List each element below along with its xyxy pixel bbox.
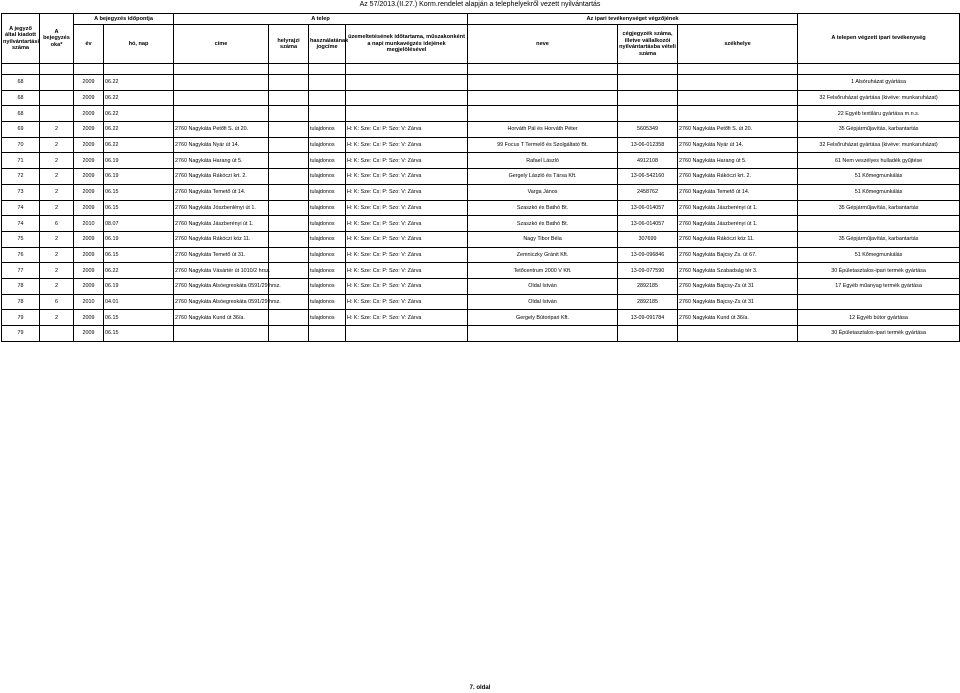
cell-company-reg: 4912108 <box>618 153 678 169</box>
header-date-group: A bejegyzés időpontja <box>74 14 174 25</box>
cell-seat: 2760 Nagykáta Bajcsy-Zs út 31 <box>678 294 798 310</box>
cell-usage: tulajdonos <box>309 310 346 326</box>
cell-usage: tulajdonos <box>309 137 346 153</box>
cell-year: 2010 <box>74 294 104 310</box>
cell-year: 2009 <box>74 169 104 185</box>
cell-reason: 2 <box>40 184 74 200</box>
cell-activity <box>798 216 960 232</box>
cell-address: 2760 Nagykáta Alsóegreskáta 0591/29 hrsz. <box>174 278 269 294</box>
cell-activity <box>798 294 960 310</box>
cell-usage <box>309 90 346 106</box>
table-row <box>2 90 960 106</box>
cell-operation <box>346 326 468 342</box>
header-activity: A telepen végzett ipari tevékenység <box>798 14 960 64</box>
cell-parcel <box>269 216 309 232</box>
cell-registry-no: 68 <box>2 106 40 122</box>
page-number: 7. oldal <box>469 685 491 691</box>
cell-year: 2009 <box>74 90 104 106</box>
cell-address <box>174 106 269 122</box>
cell-company-reg <box>618 106 678 122</box>
cell-date: 06.15 <box>104 326 174 342</box>
cell-usage: tulajdonos <box>309 263 346 279</box>
cell-activity: 35 Gépjárműjavítás, karbantartás <box>798 122 960 138</box>
header-parcel: helyrajzi száma <box>269 25 309 64</box>
cell-registry-no: 68 <box>2 90 40 106</box>
table-row <box>2 310 960 326</box>
cell-date: 06.15 <box>104 310 174 326</box>
cell-address <box>174 75 269 91</box>
cell-parcel <box>269 75 309 91</box>
cell-activity: 17 Egyéb műanyag termék gyártása <box>798 278 960 294</box>
cell-usage <box>309 106 346 122</box>
cell-company-reg: 2892185 <box>618 294 678 310</box>
cell-registry-no: 68 <box>2 75 40 91</box>
cell-seat: 2760 Nagykáta Nyár út 14. <box>678 137 798 153</box>
cell-seat <box>678 75 798 91</box>
cell-operation <box>346 106 468 122</box>
header-registry-no: A jegyző által kiadott nyilvántartási száma <box>2 14 40 64</box>
cell-date: 06.15 <box>104 247 174 263</box>
cell-company-reg: 13-06-012358 <box>618 137 678 153</box>
cell-address: 2760 Nagykáta Nyár út 14. <box>174 137 269 153</box>
cell-seat: 2760 Nagykáta Jászberényi út 1. <box>678 200 798 216</box>
cell-usage <box>309 326 346 342</box>
cell-name: 99 Focus T Termelő és Szolgáltató Bt. <box>468 137 618 153</box>
cell-operation: H: K: Sze: Cs: P: Szo: V: Zárva <box>346 278 468 294</box>
cell-company-reg: 5605349 <box>618 122 678 138</box>
cell-date: 06.22 <box>104 90 174 106</box>
table-row <box>2 326 960 342</box>
table-row <box>2 231 960 247</box>
cell-registry-no: 79 <box>2 310 40 326</box>
cell-registry-no: 71 <box>2 153 40 169</box>
cell-year: 2009 <box>74 310 104 326</box>
cell-operation <box>346 75 468 91</box>
cell-registry-no: 73 <box>2 184 40 200</box>
cell-date: 06.15 <box>104 200 174 216</box>
cell-name: Horváth Pál és Horváth Péter <box>468 122 618 138</box>
cell-date: 06.19 <box>104 169 174 185</box>
table-row <box>2 247 960 263</box>
cell-activity: 51 Kőmegmunkálás <box>798 169 960 185</box>
cell-reason: 2 <box>40 278 74 294</box>
cell-address: 2760 Nagykáta Kund út 36/a. <box>174 310 269 326</box>
cell-year: 2009 <box>74 153 104 169</box>
cell-address: 2760 Nagykáta Temető út 31. <box>174 247 269 263</box>
cell-name: Szaszkó és Bathó Bt. <box>468 200 618 216</box>
cell-reason <box>40 106 74 122</box>
cell-parcel <box>269 200 309 216</box>
cell-year: 2009 <box>74 247 104 263</box>
cell-company-reg: 13-09-096846 <box>618 247 678 263</box>
cell-parcel <box>269 153 309 169</box>
cell-seat: 2760 Nagykáta Rákóczi köz 11. <box>678 231 798 247</box>
cell-address: 2760 Nagykáta Alsóegreskáta 0591/29 hrsz. <box>174 294 269 310</box>
cell-name: Gergely László és Társa Kft. <box>468 169 618 185</box>
cell-operation: H: K: Sze: Cs: P: Szo: V: Zárva <box>346 153 468 169</box>
header-seat: székhelye <box>678 25 798 64</box>
cell-name: Szaszkó és Bathó Bt. <box>468 216 618 232</box>
header-industry-group: Az ipari tevékenységet végzőjének <box>468 14 798 25</box>
cell-reason: 2 <box>40 310 74 326</box>
cell-operation: H: K: Sze: Cs: P: Szo: V: Zárva <box>346 263 468 279</box>
cell-activity: 30 Épületasztalos-ipari termék gyártása <box>798 263 960 279</box>
cell-registry-no: 78 <box>2 278 40 294</box>
cell-date: 06.22 <box>104 137 174 153</box>
cell-parcel <box>269 122 309 138</box>
cell-registry-no: 74 <box>2 216 40 232</box>
cell-operation: H: K: Sze: Cs: P: Szo: V: Zárva <box>346 169 468 185</box>
cell-name: Gergely Bútoripari Kft. <box>468 310 618 326</box>
cell-date: 06.15 <box>104 184 174 200</box>
cell-parcel <box>269 169 309 185</box>
cell-seat <box>678 90 798 106</box>
header-site-group: A telep <box>174 14 468 25</box>
cell-name: Zemniczky Gránit Kft. <box>468 247 618 263</box>
header-reason: A bejegyzés oka* <box>40 14 74 64</box>
cell-registry-no: 78 <box>2 294 40 310</box>
header-address: címe <box>174 25 269 64</box>
cell-activity: 51 Kőmegmunkálás <box>798 247 960 263</box>
header-name: neve <box>468 25 618 64</box>
cell-operation: H: K: Sze: Cs: P: Szo: V: Zárva <box>346 247 468 263</box>
cell-usage: tulajdonos <box>309 294 346 310</box>
cell-parcel <box>269 310 309 326</box>
cell-name <box>468 90 618 106</box>
cell-company-reg <box>618 75 678 91</box>
cell-registry-no: 72 <box>2 169 40 185</box>
cell-name: Tetőcentrum 2000 V Kft. <box>468 263 618 279</box>
cell-company-reg: 307699 <box>618 231 678 247</box>
cell-date: 06.22 <box>104 106 174 122</box>
cell-company-reg: 13-06-014057 <box>618 216 678 232</box>
cell-operation: H: K: Sze: Cs: P: Szo: V: Zárva <box>346 310 468 326</box>
table-row <box>2 184 960 200</box>
table-row <box>2 106 960 122</box>
cell-address: 2760 Nagykáta Temető út 14. <box>174 184 269 200</box>
table-row <box>2 200 960 216</box>
cell-seat: 2760 Nagykáta Bajcsy Zs. út 67. <box>678 247 798 263</box>
cell-reason: 2 <box>40 153 74 169</box>
spacer-row <box>2 64 960 75</box>
header-company-reg: cégjegyzék száma, illetve vállalkozói nyilvántartásba vételi száma <box>618 25 678 64</box>
header-month-day: hó, nap <box>104 25 174 64</box>
cell-company-reg: 13-06-542160 <box>618 169 678 185</box>
cell-reason: 6 <box>40 216 74 232</box>
header-operation: üzemeltetésének időtartama, műszakonként a napi munkavégzés idejének megjelölésével <box>346 25 468 64</box>
cell-address: 2760 Nagykáta Jószbenlényi út 1. <box>174 200 269 216</box>
cell-operation <box>346 90 468 106</box>
cell-year: 2009 <box>74 278 104 294</box>
cell-year: 2010 <box>74 216 104 232</box>
cell-date: 04.01 <box>104 294 174 310</box>
cell-parcel <box>269 90 309 106</box>
cell-reason: 2 <box>40 122 74 138</box>
cell-registry-no: 79 <box>2 326 40 342</box>
cell-year: 2009 <box>74 231 104 247</box>
cell-operation: H: K: Sze: Cs: P: Szo: V: Zárva <box>346 137 468 153</box>
cell-activity: 12 Egyéb bútor gyártása <box>798 310 960 326</box>
cell-reason <box>40 90 74 106</box>
table-row <box>2 263 960 279</box>
cell-name: Oldal István <box>468 294 618 310</box>
cell-company-reg: 13-06-014057 <box>618 200 678 216</box>
cell-parcel <box>269 184 309 200</box>
cell-parcel <box>269 247 309 263</box>
cell-usage: tulajdonos <box>309 216 346 232</box>
cell-address: 2760 Nagykáta Harang út 5. <box>174 153 269 169</box>
cell-reason: 2 <box>40 169 74 185</box>
cell-reason <box>40 326 74 342</box>
cell-year: 2009 <box>74 326 104 342</box>
cell-year: 2009 <box>74 200 104 216</box>
cell-date: 06.19 <box>104 153 174 169</box>
table-body <box>2 64 960 342</box>
cell-seat: 2760 Nagykáta Kund út 36/a. <box>678 310 798 326</box>
cell-registry-no: 76 <box>2 247 40 263</box>
cell-name <box>468 106 618 122</box>
table-row <box>2 294 960 310</box>
cell-company-reg: 13-09-091784 <box>618 310 678 326</box>
cell-company-reg: 2892185 <box>618 278 678 294</box>
cell-reason: 2 <box>40 200 74 216</box>
document-title: Az 57/2013.(II.27.) Korm.rendelet alapján a telephelyekről vezett nyilvántartás <box>359 1 601 8</box>
cell-operation: H: K: Sze: Cs: P: Szo: V: Zárva <box>346 122 468 138</box>
cell-year: 2009 <box>74 75 104 91</box>
cell-parcel <box>269 231 309 247</box>
cell-seat <box>678 106 798 122</box>
cell-address: 2760 Nagykáta Jászberényi út 1. <box>174 216 269 232</box>
cell-reason: 2 <box>40 137 74 153</box>
cell-date: 06.19 <box>104 231 174 247</box>
table-row <box>2 278 960 294</box>
cell-registry-no: 77 <box>2 263 40 279</box>
cell-company-reg: 13-09-077590 <box>618 263 678 279</box>
cell-usage: tulajdonos <box>309 153 346 169</box>
cell-usage: tulajdonos <box>309 278 346 294</box>
cell-date: 06.22 <box>104 75 174 91</box>
cell-date: 08.07 <box>104 216 174 232</box>
cell-usage: tulajdonos <box>309 247 346 263</box>
cell-address: 2760 Nagykáta Rákóczi krt. 2. <box>174 169 269 185</box>
cell-registry-no: 69 <box>2 122 40 138</box>
cell-activity: 32 Felsőruházat gyártása (kivéve: munkaruházat) <box>798 90 960 106</box>
cell-address: 2760 Nagykáta Rákóczi köz 11. <box>174 231 269 247</box>
cell-date: 06.22 <box>104 263 174 279</box>
cell-name: Varga János <box>468 184 618 200</box>
cell-company-reg <box>618 326 678 342</box>
cell-year: 2009 <box>74 137 104 153</box>
table-row <box>2 122 960 138</box>
cell-year: 2009 <box>74 263 104 279</box>
cell-seat: 2760 Nagykáta Jászberényi út 1. <box>678 216 798 232</box>
cell-activity: 35 Gépjárműjavítás, karbantartás <box>798 200 960 216</box>
table-row <box>2 75 960 91</box>
cell-seat: 2760 Nagykáta Bajcsy-Zs út 31 <box>678 278 798 294</box>
cell-registry-no: 70 <box>2 137 40 153</box>
header-year: év <box>74 25 104 64</box>
cell-name <box>468 326 618 342</box>
cell-registry-no: 75 <box>2 231 40 247</box>
cell-operation: H: K: Sze: Cs: P: Szo: V: Zárva <box>346 200 468 216</box>
table-row <box>2 169 960 185</box>
cell-activity: 30 Épületasztalos-ipari termék gyártása <box>798 326 960 342</box>
cell-activity: 35 Gépjárműjavítás, karbantartás <box>798 231 960 247</box>
cell-parcel <box>269 137 309 153</box>
cell-name: Rafael László <box>468 153 618 169</box>
cell-name: Nagy Tibor Béla <box>468 231 618 247</box>
cell-seat: 2760 Nagykáta Temető út 14. <box>678 184 798 200</box>
table-row <box>2 153 960 169</box>
cell-operation: H: K: Sze: Cs: P: Szo: V: Zárva <box>346 184 468 200</box>
cell-parcel <box>269 106 309 122</box>
cell-seat: 2760 Nagykáta Petőfi S. út 20. <box>678 122 798 138</box>
cell-usage: tulajdonos <box>309 122 346 138</box>
cell-company-reg: 2458762 <box>618 184 678 200</box>
cell-operation: H: K: Sze: Cs: P: Szo: V: Zárva <box>346 294 468 310</box>
cell-usage: tulajdonos <box>309 200 346 216</box>
table-row <box>2 137 960 153</box>
cell-activity: 1 Alsóruházat gyártása <box>798 75 960 91</box>
cell-usage <box>309 75 346 91</box>
cell-address: 2760 Nagykáta Petőfi S. út 20. <box>174 122 269 138</box>
cell-activity: 51 Kőmegmunkálás <box>798 184 960 200</box>
cell-address <box>174 90 269 106</box>
cell-date: 06.22 <box>104 122 174 138</box>
cell-seat <box>678 326 798 342</box>
cell-year: 2009 <box>74 122 104 138</box>
cell-usage: tulajdonos <box>309 184 346 200</box>
cell-usage: tulajdonos <box>309 231 346 247</box>
cell-activity: 61 Nem veszélyes hulladék gyűjtése <box>798 153 960 169</box>
header-usage: használatának jogcíme <box>309 25 346 64</box>
cell-year: 2009 <box>74 184 104 200</box>
cell-reason: 2 <box>40 231 74 247</box>
cell-operation: H: K: Sze: Cs: P: Szo: V: Zárva <box>346 216 468 232</box>
cell-name <box>468 75 618 91</box>
cell-seat: 2760 Nagykáta Rákóczi krt. 2. <box>678 169 798 185</box>
registry-table <box>1 13 960 342</box>
table-row <box>2 216 960 232</box>
cell-activity: 32 Felsőruházat gyártása (kivéve: munkaruházat) <box>798 137 960 153</box>
cell-date: 06.19 <box>104 278 174 294</box>
cell-address: 2760 Nagykáta Vásártér út 1010/2 hrsz. <box>174 263 269 279</box>
cell-usage: tulajdonos <box>309 169 346 185</box>
cell-registry-no: 74 <box>2 200 40 216</box>
cell-reason: 6 <box>40 294 74 310</box>
cell-name: Oldal István <box>468 278 618 294</box>
cell-parcel <box>269 263 309 279</box>
cell-reason <box>40 75 74 91</box>
cell-reason: 2 <box>40 247 74 263</box>
cell-activity: 22 Egyéb textiláru gyártása m.n.s. <box>798 106 960 122</box>
cell-company-reg <box>618 90 678 106</box>
cell-address <box>174 326 269 342</box>
cell-seat: 2760 Nagykáta Szabadság tér 3. <box>678 263 798 279</box>
cell-parcel <box>269 326 309 342</box>
cell-operation: H: K: Sze: Cs: P: Szo: V: Zárva <box>346 231 468 247</box>
cell-year: 2009 <box>74 106 104 122</box>
cell-seat: 2760 Nagykáta Harang út 5. <box>678 153 798 169</box>
cell-reason: 2 <box>40 263 74 279</box>
